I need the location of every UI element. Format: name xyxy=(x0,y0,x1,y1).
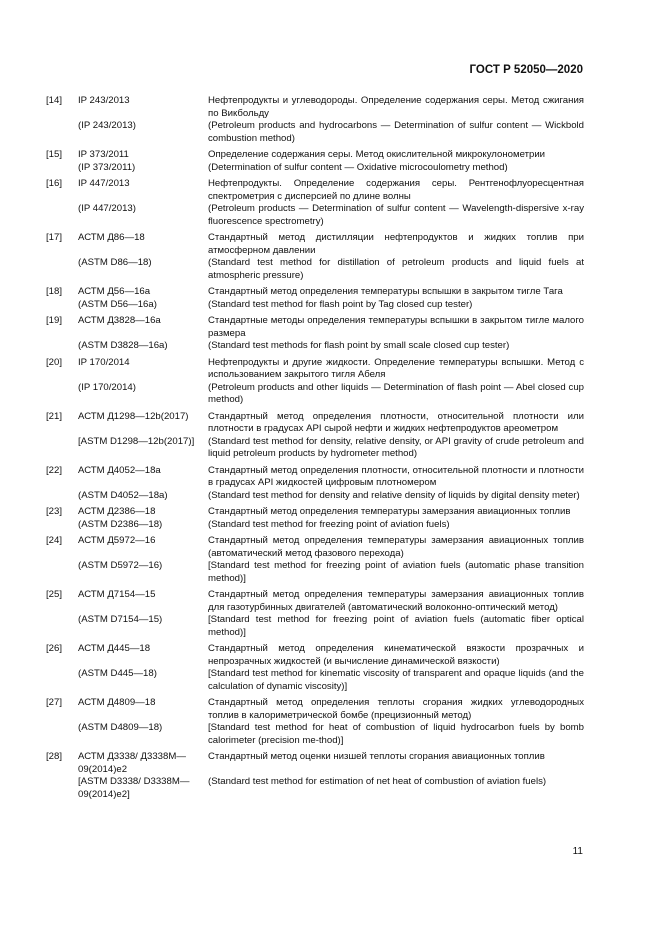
standard-code: АСТМ Д4052—18а xyxy=(78,464,161,476)
reference-entry xyxy=(46,643,584,693)
standard-code: АСТМ Д4809—18 xyxy=(78,697,156,708)
reference-line xyxy=(78,232,584,257)
standard-title: Стандартный метод определения температуры вспышки в закрытом тигле Тага xyxy=(208,286,563,297)
reference-entry xyxy=(46,411,584,461)
standard-code: (ASTM D445—18) xyxy=(78,668,157,679)
reference-number: [18] xyxy=(46,286,63,297)
standard-code: (ASTM D4052—18a) xyxy=(78,489,168,501)
reference-entry xyxy=(46,697,584,747)
reference-line xyxy=(78,589,584,614)
reference-entry xyxy=(46,286,584,311)
standard-title: (Standard test method for flash point by Tag closed cup tester) xyxy=(208,298,473,310)
standard-title: (Standard test method for distillation of petroleum products and liquid fuels at atmospheric pressure) xyxy=(208,257,584,281)
reference-line xyxy=(78,614,584,639)
standard-code: IP 243/2013 xyxy=(78,95,130,106)
reference-entry xyxy=(46,589,584,639)
standard-title: [Standard test method for freezing point of aviation fuels (automatic fiber optical method)] xyxy=(208,614,584,638)
standard-code: АСТМ Д86—18 xyxy=(78,232,145,243)
standard-title: (Petroleum products — Determination of sulfur content — Wavelength-dispersive x-ray fluorescence spectrometry) xyxy=(208,203,584,227)
standard-title: (Standard test method for density, relative density, or API gravity of crude petroleum and liquid petroleum products by hydrometer method) xyxy=(208,435,584,459)
standard-title: Стандартный метод определения температуры замерзания авиационных топлив для газотурбинных двигателей (автоматический волоконно-оптический метод) xyxy=(208,589,584,613)
reference-line xyxy=(78,120,584,145)
standard-title: Нефтепродукты и другие жидкости. Определение температуры вспышки. Метод с использованием закрытого тигля Абеля xyxy=(208,356,584,380)
reference-entry xyxy=(46,357,584,407)
reference-line xyxy=(78,519,584,532)
reference-number: [25] xyxy=(46,589,63,600)
reference-entry xyxy=(46,751,584,801)
standard-code: (IP 243/2013) xyxy=(78,120,136,131)
standard-code: IP 373/2011 xyxy=(78,149,129,160)
standard-title: Стандартный метод дистилляции нефтепродуктов и жидких топлив при атмосферном давлении xyxy=(208,232,584,256)
standard-title: [Standard test method for freezing point of aviation fuels (automatic phase transition method)] xyxy=(208,560,584,584)
standard-code: (ASTM D3828—16a) xyxy=(78,340,168,351)
standard-title: Стандартный метод определения температуры замерзания авиационных топлив (автоматический метод фазового перехода) xyxy=(208,535,584,559)
reference-number: [20] xyxy=(46,356,63,368)
reference-number: [14] xyxy=(46,95,63,106)
standard-title: Стандартный метод определения теплоты сгорания жидких углеводородных топлив в калориметрической бомбе (прецизионный метод) xyxy=(208,697,584,721)
standard-title: Стандартный метод определения температуры замерзания авиационных топлив xyxy=(208,506,571,517)
document-standard-number: ГОСТ Р 52050—2020 xyxy=(469,64,583,76)
standard-title: [Standard test method for kinematic viscosity of transparent and opaque liquids (and the calculation of dynamic viscosity)] xyxy=(208,668,584,692)
standard-title: (Standard test methods for flash point by small scale closed cup tester) xyxy=(208,340,510,351)
standard-title: Стандартный метод определения кинематической вязкости прозрачных и непрозрачных жидкостей (и вычисление динамической вязкости) xyxy=(208,643,584,667)
reference-entry xyxy=(46,95,584,145)
standard-code: (ASTM D86—18) xyxy=(78,257,152,268)
reference-number: [19] xyxy=(46,315,63,326)
standard-code: (ASTM D2386—18) xyxy=(78,518,163,530)
standard-title: Стандартный метод оценки низшей теплоты сгорания авиационных топлив xyxy=(208,751,545,762)
standard-code: (ASTM D4809—18) xyxy=(78,722,163,733)
reference-line xyxy=(78,299,584,312)
reference-entry xyxy=(46,315,584,353)
reference-line xyxy=(78,535,584,560)
reference-line xyxy=(78,203,584,228)
reference-line xyxy=(78,436,584,461)
standard-title: (Standard test method for estimation of net heat of combustion of aviation fuels) xyxy=(208,776,547,787)
reference-line xyxy=(78,751,584,776)
standard-title: [Standard test method for heat of combustion of liquid hydrocarbon fuels by bomb calorimeter (precision me-thod)] xyxy=(208,722,584,746)
standard-code: (ASTM D56—16a) xyxy=(78,298,157,310)
standard-code: (ASTM D7154—15) xyxy=(78,614,163,625)
standard-code: АСТМ Д1298—12b(2017) xyxy=(78,410,189,422)
standard-code: АСТМ Д3338/ Д3338М—09(2014)е2 xyxy=(78,751,186,775)
reference-line xyxy=(78,722,584,747)
reference-line xyxy=(78,162,584,175)
standard-title: (Standard test method for density and relative density of liquids by digital density meter) xyxy=(208,489,580,501)
reference-line xyxy=(78,776,584,801)
reference-line xyxy=(78,560,584,585)
reference-line xyxy=(78,411,584,436)
standard-title: Стандартный метод определения плотности, относительной плотности или плотности в градусах API сырой нефти и жидких нефтепродуктов ареометром xyxy=(208,410,584,434)
standard-code: (IP 170/2014) xyxy=(78,381,136,393)
reference-line xyxy=(78,340,584,353)
reference-line xyxy=(78,697,584,722)
reference-entry xyxy=(46,149,584,174)
reference-line xyxy=(78,382,584,407)
reference-line xyxy=(78,668,584,693)
reference-line xyxy=(78,286,584,299)
reference-entry xyxy=(46,178,584,228)
reference-line xyxy=(78,315,584,340)
reference-number: [16] xyxy=(46,178,63,189)
standard-title: Нефтепродукты. Определение содержания серы. Рентгенофлуоресцентная спектрометрия с дисперсией по длине волны xyxy=(208,178,584,202)
standard-code: АСТМ Д3828—16а xyxy=(78,315,161,326)
standard-code: АСТМ Д56—16а xyxy=(78,286,151,297)
bibliography-list xyxy=(46,95,584,805)
standard-title: (Standard test method for freezing point of aviation fuels) xyxy=(208,518,450,530)
reference-number: [22] xyxy=(46,464,63,476)
standard-code: [ASTM D1298—12b(2017)] xyxy=(78,435,195,447)
reference-line xyxy=(78,95,584,120)
reference-entry xyxy=(46,232,584,282)
reference-line xyxy=(78,465,584,490)
standard-code: (IP 373/2011) xyxy=(78,161,136,173)
reference-number: [17] xyxy=(46,232,63,243)
reference-number: [15] xyxy=(46,149,63,160)
standard-code: АСТМ Д5972—16 xyxy=(78,535,156,546)
reference-line xyxy=(78,257,584,282)
standard-title: Определение содержания серы. Метод окислительной микрокулонометрии xyxy=(208,149,546,160)
reference-number: [24] xyxy=(46,535,63,546)
reference-line xyxy=(78,490,584,503)
standard-code: АСТМ Д7154—15 xyxy=(78,589,156,600)
reference-entry xyxy=(46,506,584,531)
reference-number: [27] xyxy=(46,697,63,708)
standard-code: IP 447/2013 xyxy=(78,178,130,189)
reference-number: [26] xyxy=(46,643,63,654)
standard-code: (IP 447/2013) xyxy=(78,203,136,214)
page-number: 11 xyxy=(572,846,583,857)
reference-number: [23] xyxy=(46,506,63,517)
standard-title: (Determination of sulfur content — Oxidative microcoulometry method) xyxy=(208,161,508,173)
standard-title: Нефтепродукты и углеводороды. Определение содержания серы. Метод сжигания по Викбольду xyxy=(208,95,584,119)
reference-number: [28] xyxy=(46,751,63,762)
reference-line xyxy=(78,506,584,519)
reference-line xyxy=(78,178,584,203)
standard-code: (ASTM D5972—16) xyxy=(78,560,163,571)
reference-line xyxy=(78,149,584,162)
reference-entry xyxy=(46,465,584,503)
reference-line xyxy=(78,643,584,668)
standard-code: [ASTM D3338/ D3338M—09(2014)e2] xyxy=(78,776,190,800)
standard-title: Стандартный метод определения плотности, относительной плотности и плотности в градусах API жидкостей цифровым плотномером xyxy=(208,464,584,488)
standard-title: (Petroleum products and hydrocarbons — Determination of sulfur content — Wickbold combustion method) xyxy=(208,120,584,144)
standard-code: АСТМ Д445—18 xyxy=(78,643,151,654)
standard-title: (Petroleum products and other liquids — Determination of flash point — Abel closed cup method) xyxy=(208,381,584,405)
standard-code: АСТМ Д2386—18 xyxy=(78,506,156,517)
reference-entry xyxy=(46,535,584,585)
reference-line xyxy=(78,357,584,382)
reference-number: [21] xyxy=(46,410,63,422)
standard-code: IP 170/2014 xyxy=(78,356,130,368)
standard-title: Стандартные методы определения температуры вспышки в закрытом тигле малого размера xyxy=(208,315,584,339)
